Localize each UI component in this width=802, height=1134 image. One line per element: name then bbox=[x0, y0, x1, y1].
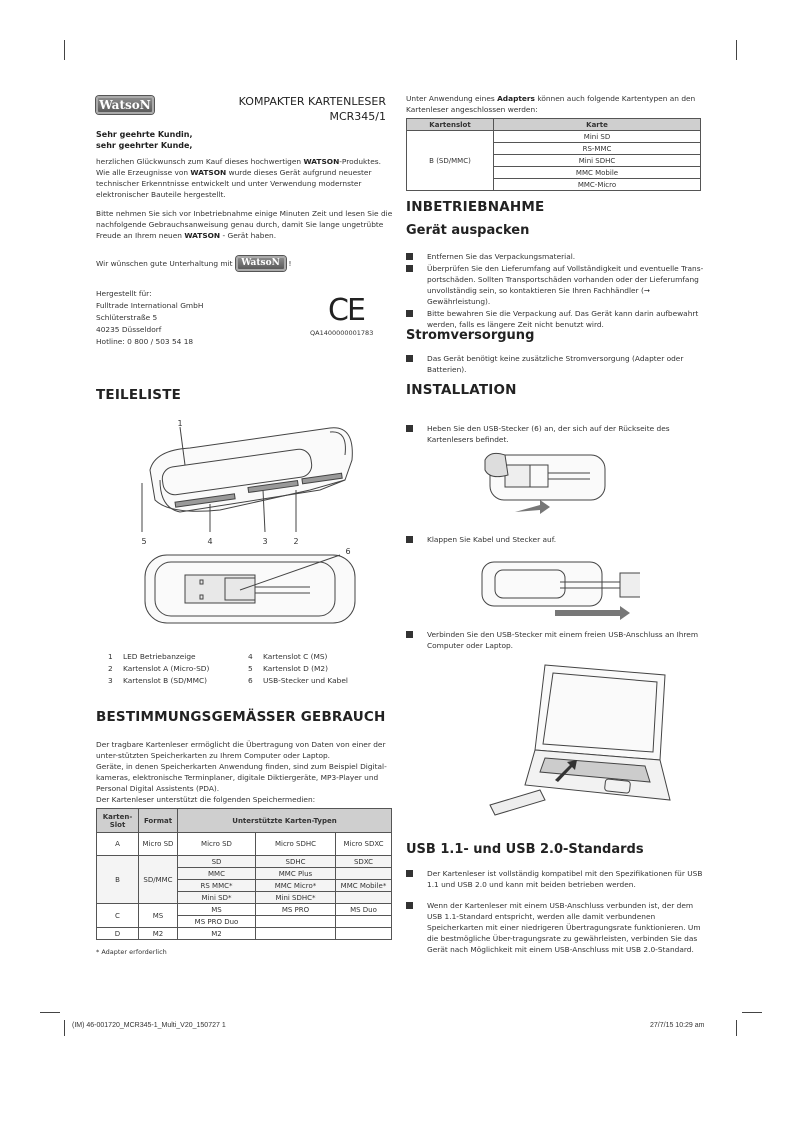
unpack-list: Entfernen Sie das Verpackungsmaterial. Überprüfen Sie den Lieferumfang auf Vollständigkeit und eventuelle Trans-portschäden. Sollten Transportschäden vorhanden oder der Lieferumfang unvollständig sein, so kontaktieren Sie Ihren Fachhändler (➞ Gewährleistung). Bitte bewahren Sie die Verpackung auf. Das Gerät kann darin aufbewahrt werden, falls es längere Zeit nicht benutzt wird. bbox=[406, 251, 706, 331]
crop-mark bbox=[736, 40, 737, 60]
table-footnote: * Adapter erforderlich bbox=[96, 948, 167, 956]
usb-list: Der Kartenleser ist vollständig kompatibel mit den Spezifikationen für USB 1.1 und USB 2.0 und kann mit beiden betrieben werden. Wenn der Kartenleser mit einem USB-Anschluss verbunden ist, der dem USB 1.1-Standard entspricht, werden alle damit verbundenen Speicherkarten mit einer niedrigeren Übertragungsrate funktionieren. Um die bestmögliche Über-tragungsrate zu gewährleisten, verbinden Sie das Gerät nach Möglichkeit mit einem USB-Anschluss mit USB 2.0-Standard. bbox=[406, 868, 706, 956]
greeting: Sehr geehrte Kundin, bbox=[96, 130, 193, 139]
watson-logo: WatsoN bbox=[96, 96, 154, 114]
parts-list: 1 LED Betriebanzeige 4 Kartenslot C (MS) 2 Kartenslot A (Micro-SD) 5 Kartenslot D (M2) 3 Kartenslot B (SD/MMC) 6 USB-Stecker und Kabel bbox=[108, 652, 348, 685]
section-heading: USB 1.1- und USB 2.0-Standards bbox=[406, 842, 644, 857]
callout-3: 3 bbox=[262, 537, 268, 546]
crop-mark bbox=[742, 1012, 762, 1013]
crop-mark bbox=[64, 1020, 65, 1036]
subsection-heading: Stromversorgung bbox=[406, 328, 535, 343]
unfold-cable-illustration bbox=[480, 560, 640, 620]
adapter-table: Kartenslot Karte B (SD/MMC) Mini SD RS-MMC Mini SDHC MMC Mobile MMC-Micro bbox=[406, 118, 701, 191]
lift-usb-illustration bbox=[480, 450, 610, 520]
section-heading: TEILELISTE bbox=[96, 387, 182, 403]
ce-mark: CE bbox=[328, 293, 364, 328]
ce-code: QA1400000001783 bbox=[310, 329, 374, 337]
crop-mark bbox=[736, 1020, 737, 1036]
supported-cards-table: Karten-Slot Format Unterstützte Karten-Typen A Micro SD Micro SD Micro SDHC Micro SDXC B SD/MMC SD SDHC SDXC MMC MMC Plus RS MMC* MMC Micro* MMC Mobile* Mini SD* Mini SDHC* C MS MS MS PRO MS Duo MS PRO Duo D M2 M2 bbox=[96, 808, 392, 940]
section-heading: INBETRIEBNAHME bbox=[406, 199, 545, 215]
greeting: sehr geehrter Kunde, bbox=[96, 141, 193, 150]
section-heading: INSTALLATION bbox=[406, 382, 517, 398]
callout-4: 4 bbox=[207, 537, 213, 546]
install-step: Klappen Sie Kabel und Stecker auf. bbox=[406, 534, 706, 546]
crop-mark bbox=[40, 1012, 60, 1013]
intro-paragraph: herzlichen Glückwunsch zum Kauf dieses hochwertigen WATSON-Produktes. Wie alle Erzeugnisse von WATSON wurde dieses Gerät aufgrund neuester technischer Erkenntnisse entwickelt und unter Verwendung modernster elektronischer Bauteile hergestellt. bbox=[96, 157, 381, 199]
page-title: KOMPAKTER KARTENLESER bbox=[238, 95, 386, 108]
callout-5: 5 bbox=[141, 537, 147, 546]
laptop-connection-illustration bbox=[485, 660, 675, 830]
subsection-heading: Gerät auspacken bbox=[406, 223, 530, 238]
usage-text: Der tragbare Kartenleser ermöglicht die Übertragung von Daten von einer der unter-stützten Speicherkarten zu Ihrem Computer oder Laptop. Geräte, in denen Speicherkarten Anwendung finden, sind zum Beispiel Digital-kameras, elektronische Terminplaner, digitale Diktiergeräte, MP3-Player und Personal Digital Assistents (PDA). Der Kartenleser unterstützt die folgenden Speichermedien: bbox=[96, 740, 387, 804]
callout-2: 2 bbox=[293, 537, 299, 546]
wish-line: Wir wünschen gute Unterhaltung mit WatsoN ! bbox=[96, 256, 292, 271]
install-step: Verbinden Sie den USB-Stecker mit einem freien USB-Anschluss an Ihrem Computer oder Laptop. bbox=[406, 629, 706, 652]
manufacturer-address: Hergestellt für: Fulltrade International GmbH Schlüterstraße 5 40235 Düsseldorf Hotline: 0 800 / 503 54 18 bbox=[96, 289, 204, 346]
callout-1: 1 bbox=[177, 420, 183, 428]
install-step: Heben Sie den USB-Stecker (6) an, der sich auf der Rückseite des Kartenlesers befindet. bbox=[406, 423, 706, 446]
adapter-intro: Unter Anwendung eines Adapters können auch folgende Kartentypen an den Kartenleser angeschlossen werden: bbox=[406, 94, 696, 114]
callout-6: 6 bbox=[345, 547, 351, 556]
card-reader-diagram bbox=[130, 420, 370, 630]
print-footer-right: 27/7/15 10:29 am bbox=[650, 1022, 705, 1029]
power-list: Das Gerät benötigt keine zusätzliche Stromversorgung (Adapter oder Batterien). bbox=[406, 353, 696, 376]
intro-paragraph: Bitte nehmen Sie sich vor Inbetriebnahme einige Minuten Zeit und lesen Sie die nachfolgende Gebrauchsanweisung genau durch, damit Sie lange ungetrübte Freude an Ihrem neuen WATSON - Gerät haben. bbox=[96, 209, 393, 240]
model-number: MCR345/1 bbox=[329, 110, 386, 123]
section-heading: BESTIMMUNGSGEMÄSSER GEBRAUCH bbox=[96, 709, 386, 725]
print-footer-left: (IM) 46-001720_MCR345-1_Multi_V20_150727 1 bbox=[72, 1022, 226, 1029]
watson-logo: WatsoN bbox=[236, 256, 286, 271]
crop-mark bbox=[64, 40, 65, 60]
